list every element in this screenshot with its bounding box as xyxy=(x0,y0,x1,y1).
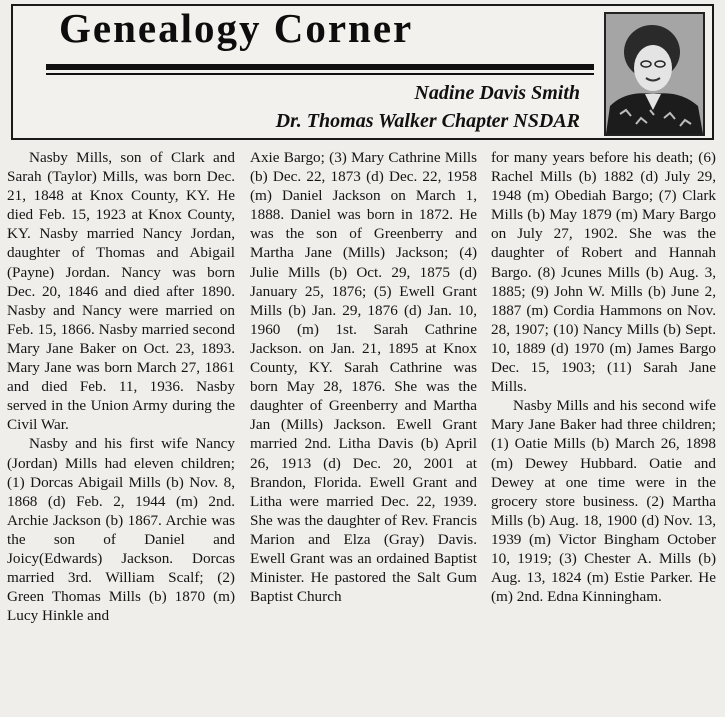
masthead xyxy=(11,4,714,140)
portrait-icon xyxy=(606,14,703,134)
paragraph: for many years before his death; (6) Rachel Mills (b) 1882 (d) July 29, 1948 (m) Obediah Bargo; (7) Clark Mills (b) May 1879 (m) Mary Bargo on July 27, 1902. She was the daughter of Robert and Hannah Bargo. (8) Jcunes Mills (b) Aug. 3, 1885; (9) John W. Mills (b) June 2, 1887 (m) Cordia Hammons on Nov. 28, 1907; (10) Nancy Mills (b) Sept. 10, 1889 (d) 1970 (m) James Bargo Dec. 15, 1903; (11) Sarah Jane Mills. xyxy=(491,149,716,396)
paragraph: Nasby Mills and his second wife Mary Jane Baker had three children; (1) Oatie Mills (b) March 26, 1898 (m) Dewey Hubbard. Oatie and Dewey at one time were in the grocery store business. (2) Martha Mills (b) Aug. 18, 1900 (d) Nov. 13, 1939 (m) Victor Bingham October 10, 1919; (3) Chester A. Mills (b) Aug. 13, 1824 (m) Estie Parker. He (m) 2nd. Edna Kinningham. xyxy=(491,397,716,606)
article-column-1 xyxy=(7,148,235,625)
paragraph: Axie Bargo; (3) Mary Cathrine Mills (b) Dec. 22, 1873 (d) Dec. 22, 1958 (m) Daniel Jackson on March 1, 1888. Daniel was born in 1872. He was the son of Greenberry and Martha Jane (Mills) Jackson; (4) Julie Mills (b) Oct. 29, 1875 (d) January 25, 1876; (5) Ewell Grant Mills (b) Jan. 29, 1876 (d) Jan. 10, 1960 (m) 1st. Sarah Cathrine Jackson. on Jan. 21, 1895 at Knox County, KY. Sarah Cathrine was born May 28, 1876. She was the daughter of Greenberry and Martha Jan (Mills) Jackson. Ewell Grant married 2nd. Litha Davis (b) April 26, 1913 (d) Dec. 20, 2001 at Brandon, Florida. Ewell Grant and Litha were married Dec. 22, 1939. She was the daughter of Rev. Francis Marion and Elza (Gray) Davis. Ewell Grant was an ordained Baptist Minister. He pastored the Salt Gum Baptist Church xyxy=(250,149,477,606)
column-title: Genealogy Corner xyxy=(59,5,414,51)
paragraph: Nasby and his first wife Nancy (Jordan) Mills had eleven children; (1) Dorcas Abigail Mills (b) Nov. 8, 1868 (d) Feb. 2, 1944 (m) 2nd. Archie Jackson (b) 1867. Archie was the son of Daniel and Joicy(Edwards) Jackson. Dorcas married 3rd. William Scalf; (2) Green Thomas Mills (b) 1870 (m) Lucy Hinkle and xyxy=(7,435,235,625)
article-column-3 xyxy=(491,148,716,606)
title-rule-thin xyxy=(46,73,594,75)
author-organization: Dr. Thomas Walker Chapter NSDAR xyxy=(275,110,580,132)
paragraph: Nasby Mills, son of Clark and Sarah (Taylor) Mills, was born Dec. 21, 1848 at Knox County, KY. He died Feb. 15, 1923 at Knox County, KY. Nasby married Nancy Jordan, daughter of Thomas and Abigail (Payne) Jordan. Nancy was born Dec. 20, 1846 and died after 1890. Nasby and Nancy were married on Feb. 15, 1866. Nasby married second Mary Jane Baker on Oct. 23, 1893. Mary Jane was born March 27, 1861 and died Feb. 11, 1936. Nasby served in the Union Army during the Civil War. xyxy=(7,149,235,434)
article-column-2 xyxy=(250,148,477,606)
title-rule-thick xyxy=(46,64,594,70)
author-portrait-photo xyxy=(604,12,705,136)
author-name: Nadine Davis Smith xyxy=(414,82,580,104)
